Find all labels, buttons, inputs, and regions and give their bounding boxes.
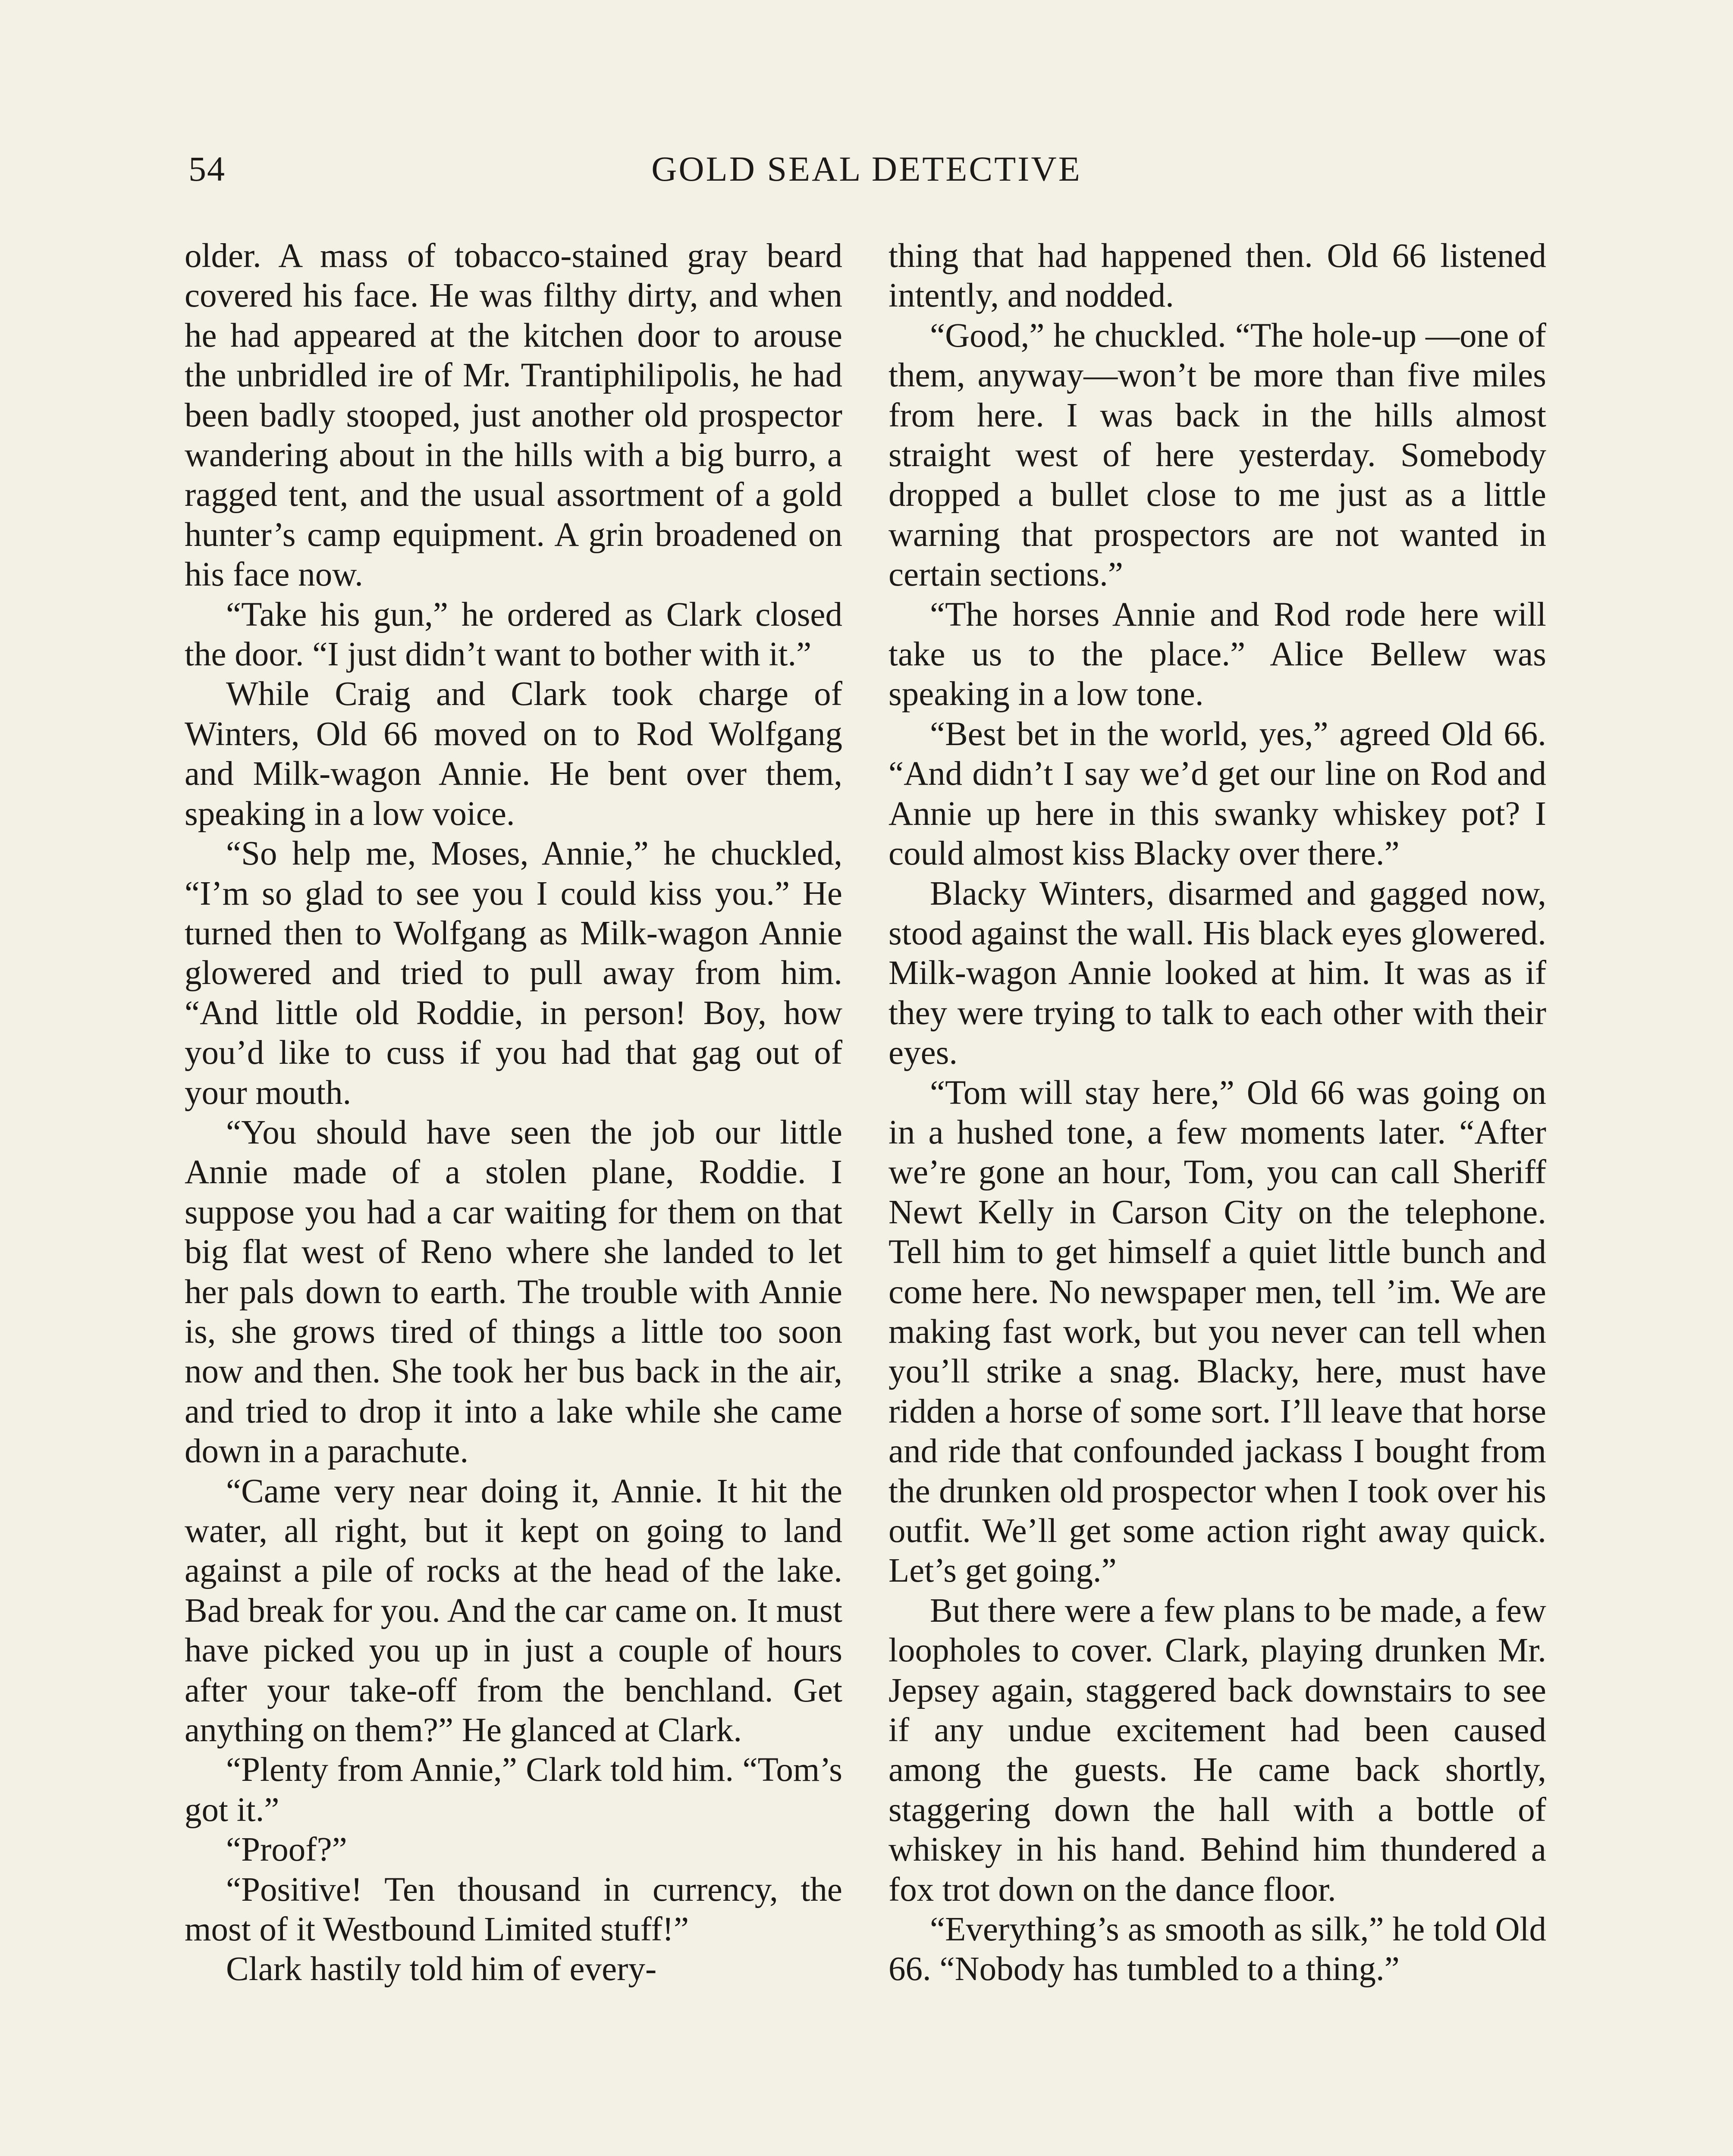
- paragraph: “Tom will stay here,” Old 66 was going on in a hushed tone, a few moments later. “After we’re gone an hour, Tom, you can call Sheriff Newt Kelly in Carson City on the telephone. Tell him to get himself a quiet little bunch and come here. No newspaper men, tell ’im. We are making fast work, but you never can tell when you’ll strike a snag. Blacky, here, must have ridden a horse of some sort. I’ll leave that horse and ride that confounded jackass I bought from the drunken old prospector when I took over his outfit. We’ll get some action right away quick. Let’s get going.”: [888, 1074, 1546, 1590]
- paragraph: “Positive! Ten thousand in currency, the most of it Westbound Limited stuff!”: [185, 1871, 842, 1949]
- paragraph: “You should have seen the job our little Annie made of a stolen plane, Roddie. I suppose you had a car waiting for them on that big flat west of Reno where she landed to let her pals down to earth. The trouble with Annie is, she grows tired of things a little too soon now and then. She took her bus back in the air, and tried to drop it into a lake while she came down in a parachute.: [185, 1113, 842, 1470]
- paragraph: “So help me, Moses, Annie,” he chuckled, “I’m so glad to see you I could kiss you.” He turned then to Wolfgang as Milk-wagon Annie glowered and tried to pull away from him. “And little old Roddie, in person! Boy, how you’d like to cuss if you had that gag out of your mouth.: [185, 835, 842, 1112]
- paragraph: Clark hastily told him of every-: [226, 1950, 657, 1988]
- paragraph: “Good,” he chuckled. “The hole-up —one of them, anyway—won’t be more than five miles from here. I was back in the hills almost straight west of here yesterday. Somebody dropped a bullet close to me just as a little warning that prospectors are not wanted in certain sections.”: [888, 317, 1546, 594]
- left-column: [185, 236, 842, 1990]
- paragraph: older. A mass of tobacco-stained gray beard covered his face. He was filthy dirty, and when he had appeared at the kitchen door to arouse the unbridled ire of Mr. Trantiphilipolis, he had been badly stooped, just another old prospector wandering about in the hills with a big burro, a ragged tent, and the usual assortment of a gold hunter’s camp equipment. A grin broadened on his face now.: [185, 237, 842, 594]
- paragraph: “Take his gun,” he ordered as Clark closed the door. “I just didn’t want to bother with it.”: [185, 595, 842, 674]
- paragraph: While Craig and Clark took charge of Winters, Old 66 moved on to Rod Wolfgang and Milk-wagon Annie. He bent over them, speaking in a low voice.: [185, 675, 842, 833]
- paragraph: “Proof?”: [226, 1831, 347, 1869]
- paragraph: “Best bet in the world, yes,” agreed Old 66. “And didn’t I say we’d get our line on Rod and Annie up here in this swanky whiskey pot? I could almost kiss Blacky over there.”: [888, 715, 1546, 873]
- page-number: 54: [188, 149, 226, 188]
- right-column: [888, 236, 1546, 1990]
- paragraph: “Plenty from Annie,” Clark told him. “Tom’s got it.”: [185, 1751, 842, 1829]
- paragraph: Blacky Winters, disarmed and gagged now, stood against the wall. His black eyes glowered. Milk-wagon Annie looked at him. It was as if they were trying to talk to each other with their eyes.: [888, 874, 1546, 1072]
- paragraph: “The horses Annie and Rod rode here will take us to the place.” Alice Bellew was speaking in a low tone.: [888, 595, 1546, 713]
- paragraph: “Everything’s as smooth as silk,” he told Old 66. “Nobody has tumbled to a thing.”: [888, 1911, 1546, 1988]
- paragraph: “Came very near doing it, Annie. It hit the water, all right, but it kept on going to land against a pile of rocks at the head of the lake. Bad break for you. And the car came on. It must have picked you up in just a couple of hours after your take-off from the benchland. Get anything on them?” He glanced at Clark.: [185, 1472, 842, 1749]
- paragraph: But there were a few plans to be made, a few loopholes to cover. Clark, playing drunken Mr. Jepsey again, staggered back downstairs to see if any undue excitement had been caused among the guests. He came back shortly, staggering down the hall with a bottle of whiskey in his hand. Behind him thundered a fox trot down on the dance floor.: [888, 1592, 1546, 1908]
- paragraph: thing that had happened then. Old 66 listened intently, and nodded.: [888, 237, 1546, 315]
- running-head-title: GOLD SEAL DETECTIVE: [651, 149, 1082, 188]
